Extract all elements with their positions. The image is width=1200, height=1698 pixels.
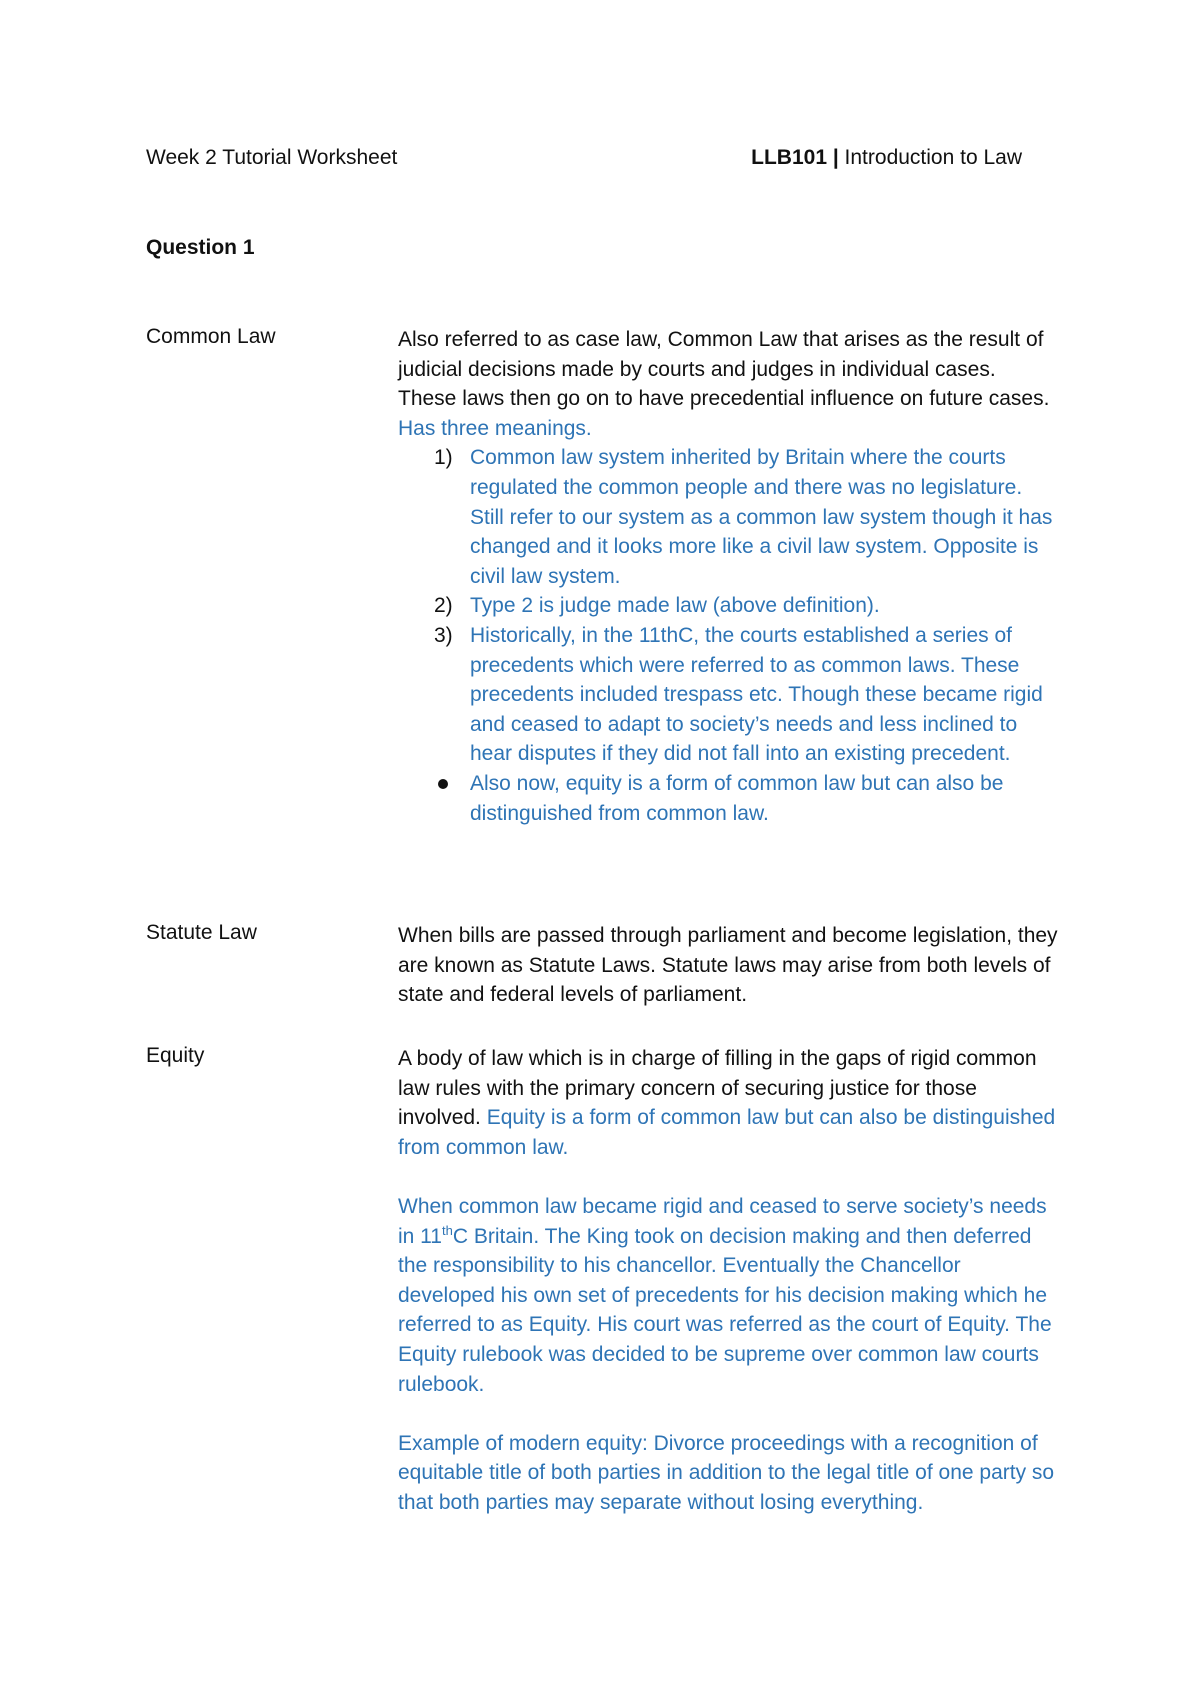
- equity-definition: A body of law which is in charge of filling in the gaps of rigid common law rules with the primary concern of securing justice for those involved.: [398, 1047, 1037, 1130]
- list-marker: 1): [434, 446, 453, 470]
- equity-definition-note: Equity is a form of common law but can also be distinguished from common law.: [398, 1106, 1056, 1159]
- course-code: LLB101: [751, 146, 827, 169]
- common-law-term: Common Law: [146, 325, 276, 348]
- bullet-item: [398, 769, 1058, 828]
- list-marker: 3): [434, 623, 453, 647]
- list-item: [398, 621, 1058, 769]
- common-law-definition-block: [398, 325, 1058, 828]
- course-header: [751, 146, 1022, 170]
- statute-law-definition: When bills are passed through parliament and become legislation, they are known as Statute Laws. Statute laws may arise from both levels of state and federal levels of parliament.: [398, 924, 1058, 1007]
- equity-example-paragraph: Example of modern equity: Divorce proceedings with a recognition of equitable title of both parties in addition to the legal title of one party so that both parties may separate without losing everything.: [398, 1431, 1055, 1514]
- equity-history-sup: th: [441, 1222, 453, 1238]
- equity-definition-paragraph: [398, 1044, 1058, 1162]
- list-item: [398, 591, 1058, 621]
- list-item-text: Type 2 is judge made law (above definition).: [470, 594, 880, 618]
- list-marker: 2): [434, 594, 453, 618]
- common-law-definition: Also referred to as case law, Common Law that arises as the result of judicial decisions made by courts and judges in individual cases. These laws then go on to have precedential influence on future cases.: [398, 328, 1050, 411]
- list-item: [398, 443, 1058, 591]
- statute-law-term: Statute Law: [146, 921, 257, 944]
- bullet-item-text: Also now, equity is a form of common law but can also be distinguished from common law.: [470, 771, 1004, 825]
- course-separator: |: [827, 146, 845, 169]
- equity-definition-block: [398, 1044, 1058, 1518]
- course-name: Introduction to Law: [844, 146, 1022, 169]
- equity-history-part2: C Britain. The King took on decision making and then deferred the responsibility to his chancellor. Eventually the Chancellor developed his own set of precedents for his decision making which he referred to as Equity. His court was referred as the court of Equity. The Equity rulebook was decided to be supreme over common law courts rulebook.: [398, 1224, 1052, 1396]
- equity-history-part1: When common law became rigid and ceased to serve society’s needs in 11: [398, 1194, 1047, 1248]
- meanings-list: [398, 443, 1058, 828]
- question-title: Question 1: [146, 236, 255, 259]
- list-item-text: Historically, in the 11thC, the courts established a series of precedents which were referred to as common laws. These precedents included trespass etc. Though these became rigid and ceased to adapt to society’s needs and less inclined to hear disputes if they did not fall into an existing precedent.: [470, 623, 1043, 766]
- worksheet-title: Week 2 Tutorial Worksheet: [146, 146, 398, 169]
- meanings-intro: Has three meanings.: [398, 416, 592, 440]
- list-item-text: Common law system inherited by Britain where the courts regulated the common people and there was no legislature. Still refer to our system as a common law system though it has changed and it looks more like a civil law system. Opposite is civil law system.: [470, 446, 1053, 588]
- equity-term: Equity: [146, 1044, 205, 1067]
- equity-history-paragraph: [398, 1192, 1058, 1399]
- bullet-icon: [438, 779, 448, 789]
